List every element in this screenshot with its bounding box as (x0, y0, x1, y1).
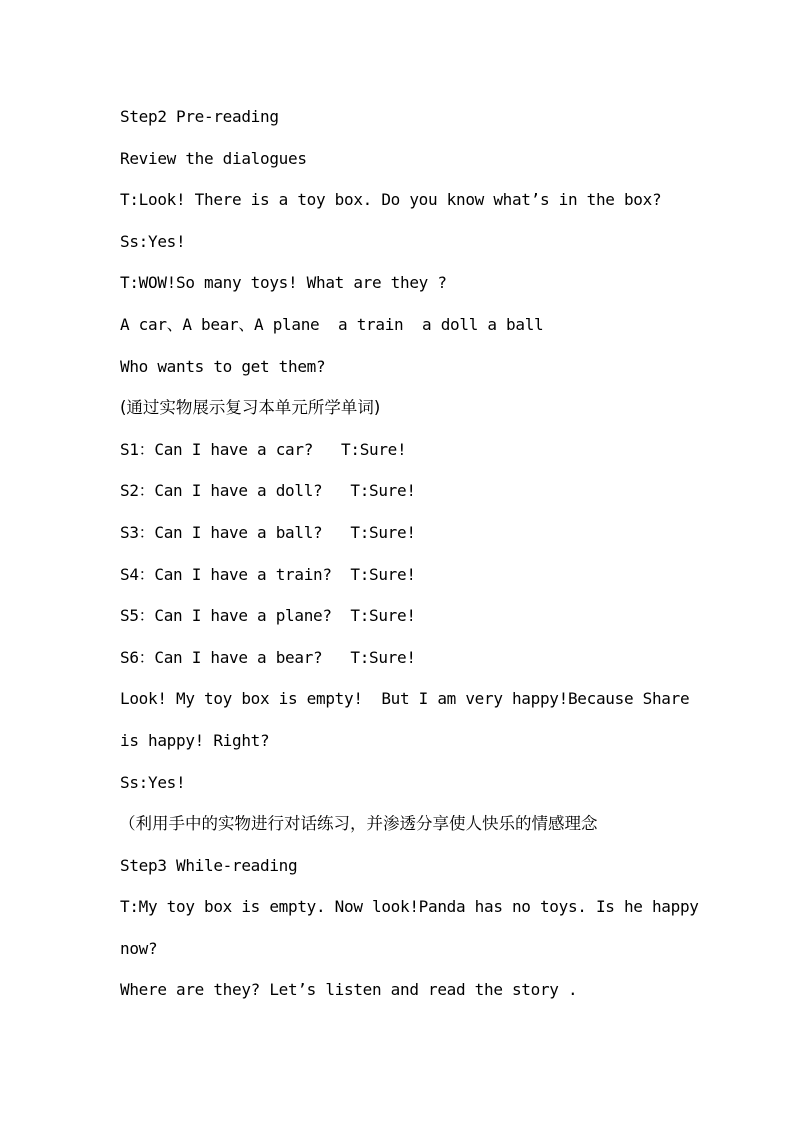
section-heading-step2: Step2 Pre-reading (120, 107, 279, 126)
text-line: Where are they? Let’s listen and read the story . (120, 980, 578, 1000)
dialogue-line: S6：Can I have a bear? T:Sure! (120, 647, 416, 667)
chinese-note-line: (通过实物展示复习本单元所学单词) (120, 398, 381, 418)
chinese-note-line: （利用手中的实物进行对话练习，并渗透分享使人快乐的情感理念 (119, 814, 598, 834)
dialogue-line: Ss:Yes! (120, 231, 186, 251)
text-line: is happy! Right? (120, 730, 270, 750)
text-line: Look! My toy box is empty! But I am very happy!Because Share (120, 689, 690, 709)
text-line: Who wants to get them? (120, 356, 326, 376)
dialogue-line: T:My toy box is empty. Now look!Panda has no toys. Is he happy (120, 897, 699, 917)
dialogue-line: T:Look! There is a toy box. Do you know what’s in the box? (120, 190, 662, 210)
dialogue-line: S5：Can I have a plane? T:Sure! (120, 606, 416, 626)
text-line: A car、A bear、A plane a train a doll a ball (120, 314, 544, 334)
text-line: Review the dialogues (120, 148, 307, 168)
dialogue-line: Ss:Yes! (120, 772, 186, 792)
dialogue-line: S1：Can I have a car? T:Sure! (120, 439, 407, 459)
dialogue-line: S4：Can I have a train? T:Sure! (120, 564, 416, 584)
text-line: now? (120, 938, 158, 958)
dialogue-line: S3：Can I have a ball? T:Sure! (120, 522, 416, 542)
dialogue-line: T:WOW!So many toys! What are they ? (120, 273, 447, 293)
section-heading-step3: Step3 While-reading (120, 855, 298, 875)
document-body (120, 107, 700, 1022)
dialogue-line: S2：Can I have a doll? T:Sure! (120, 481, 416, 501)
